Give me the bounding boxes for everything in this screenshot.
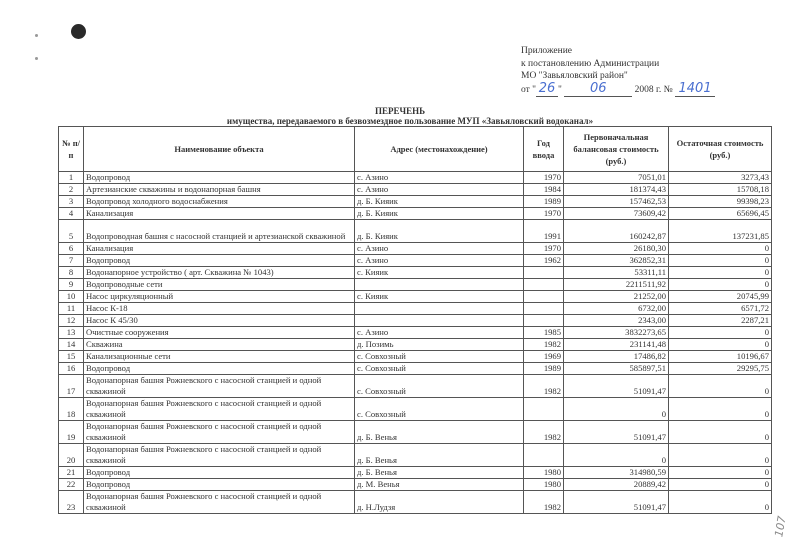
initial-cost: 231141,48 — [564, 339, 669, 351]
object-address: с. Азино — [355, 172, 524, 184]
residual-cost: 0 — [669, 467, 772, 479]
col-header-initial-cost: Первоначальная балансовая стоимость (руб.) — [564, 127, 669, 172]
residual-cost: 0 — [669, 421, 772, 444]
table-row — [59, 327, 772, 339]
col-header-address: Адрес (местонахождение) — [355, 127, 524, 172]
initial-cost: 26180,30 — [564, 243, 669, 255]
row-number: 17 — [59, 375, 84, 398]
residual-cost: 29295,75 — [669, 363, 772, 375]
table-row — [59, 363, 772, 375]
object-name: Водонапорное устройство ( арт. Скважина № 1043) — [84, 267, 355, 279]
object-name: Очистные сооружения — [84, 327, 355, 339]
commissioning-year: 1980 — [524, 467, 564, 479]
object-name: Артезианские скважины и водонапорная башня — [84, 184, 355, 196]
doc-number: 1401 — [678, 80, 712, 96]
row-number: 22 — [59, 479, 84, 491]
col-header-num: № п/п — [59, 127, 84, 172]
commissioning-year — [524, 267, 564, 279]
initial-cost: 2343,00 — [564, 315, 669, 327]
residual-cost: 3273,43 — [669, 172, 772, 184]
table-row — [59, 479, 772, 491]
object-address: д. Н.Лудзя — [355, 491, 524, 514]
commissioning-year: 1982 — [524, 339, 564, 351]
table-row — [59, 172, 772, 184]
row-number: 14 — [59, 339, 84, 351]
object-address: с. Совхозный — [355, 363, 524, 375]
table-row — [59, 491, 772, 514]
row-number: 21 — [59, 467, 84, 479]
table-row — [59, 208, 772, 220]
date-month: 06 — [590, 80, 607, 96]
row-number: 8 — [59, 267, 84, 279]
commissioning-year: 1982 — [524, 421, 564, 444]
object-address: с. Кияик — [355, 291, 524, 303]
col-header-residual-cost: Остаточная стоимость (руб.) — [669, 127, 772, 172]
residual-cost: 99398,23 — [669, 196, 772, 208]
row-number: 13 — [59, 327, 84, 339]
table-row — [59, 196, 772, 208]
table-row — [59, 255, 772, 267]
scan-speck — [35, 34, 38, 37]
initial-cost: 314980,59 — [564, 467, 669, 479]
object-name: Насос К-18 — [84, 303, 355, 315]
object-address: с. Совхозный — [355, 398, 524, 421]
table-row — [59, 351, 772, 363]
commissioning-year: 1982 — [524, 491, 564, 514]
object-name: Водопровод — [84, 172, 355, 184]
object-address: с. Азино — [355, 255, 524, 267]
commissioning-year — [524, 444, 564, 467]
row-number: 9 — [59, 279, 84, 291]
row-number: 10 — [59, 291, 84, 303]
residual-cost: 0 — [669, 255, 772, 267]
row-number: 7 — [59, 255, 84, 267]
initial-cost: 160242,87 — [564, 220, 669, 243]
table-row — [59, 220, 772, 243]
commissioning-year — [524, 279, 564, 291]
date-prefix: от " — [521, 84, 537, 95]
initial-cost: 6732,00 — [564, 303, 669, 315]
commissioning-year: 1985 — [524, 327, 564, 339]
col-header-year: Год ввода — [524, 127, 564, 172]
residual-cost: 15708,18 — [669, 184, 772, 196]
residual-cost: 0 — [669, 279, 772, 291]
initial-cost: 73609,42 — [564, 208, 669, 220]
document-subtitle: имущества, передаваемого в безвозмездное пользование МУП «Завьяловский водоканал» — [226, 116, 594, 126]
initial-cost: 585897,51 — [564, 363, 669, 375]
object-address: д. Б. Кияик — [355, 220, 524, 243]
object-name: Насос К 45/30 — [84, 315, 355, 327]
initial-cost: 0 — [564, 398, 669, 421]
punch-hole — [71, 24, 86, 39]
initial-cost: 2211511,92 — [564, 279, 669, 291]
residual-cost: 0 — [669, 327, 772, 339]
object-name: Насос циркуляционный — [84, 291, 355, 303]
residual-cost: 2287,21 — [669, 315, 772, 327]
residual-cost: 0 — [669, 339, 772, 351]
object-address: с. Совхозный — [355, 375, 524, 398]
object-name: Водонапорная башня Рожневского с насосной станцией и одной скважиной — [84, 491, 355, 514]
residual-cost: 10196,67 — [669, 351, 772, 363]
object-name: Водонапорная башня Рожневского с насосной станцией и одной скважиной — [84, 398, 355, 421]
object-name: Водопровод — [84, 479, 355, 491]
initial-cost: 21252,00 — [564, 291, 669, 303]
residual-cost: 0 — [669, 444, 772, 467]
initial-cost: 51091,47 — [564, 491, 669, 514]
object-address — [355, 303, 524, 315]
initial-cost: 362852,31 — [564, 255, 669, 267]
row-number: 16 — [59, 363, 84, 375]
initial-cost: 0 — [564, 444, 669, 467]
commissioning-year: 1991 — [524, 220, 564, 243]
residual-cost: 65696,45 — [669, 208, 772, 220]
initial-cost: 181374,43 — [564, 184, 669, 196]
commissioning-year: 1980 — [524, 479, 564, 491]
table-header-row — [59, 127, 772, 172]
commissioning-year: 1970 — [524, 208, 564, 220]
residual-cost: 137231,85 — [669, 220, 772, 243]
initial-cost: 3832273,65 — [564, 327, 669, 339]
object-name: Водонапорная башня Рожневского с насосной станцией и одной скважиной — [84, 421, 355, 444]
row-number: 11 — [59, 303, 84, 315]
table-row — [59, 243, 772, 255]
object-name: Водопроводные сети — [84, 279, 355, 291]
commissioning-year — [524, 303, 564, 315]
row-number: 23 — [59, 491, 84, 514]
table-row — [59, 444, 772, 467]
object-address: с. Азино — [355, 184, 524, 196]
residual-cost: 0 — [669, 398, 772, 421]
object-name: Скважина — [84, 339, 355, 351]
col-header-name: Наименование объекта — [84, 127, 355, 172]
object-address: д. Б. Венья — [355, 467, 524, 479]
object-name: Водонапорная башня Рожневского с насосной станцией и одной скважиной — [84, 444, 355, 467]
row-number: 4 — [59, 208, 84, 220]
object-address: д. М. Венья — [355, 479, 524, 491]
object-name: Канализационные сети — [84, 351, 355, 363]
row-number: 15 — [59, 351, 84, 363]
table-row — [59, 267, 772, 279]
object-address: с. Совхозный — [355, 351, 524, 363]
object-address: д. Б. Венья — [355, 421, 524, 444]
object-address: с. Азино — [355, 243, 524, 255]
residual-cost: 20745,99 — [669, 291, 772, 303]
residual-cost: 0 — [669, 375, 772, 398]
initial-cost: 53311,11 — [564, 267, 669, 279]
row-number: 20 — [59, 444, 84, 467]
handwritten-margin-note: 107 — [772, 515, 789, 538]
table-row — [59, 315, 772, 327]
row-number: 18 — [59, 398, 84, 421]
row-number: 6 — [59, 243, 84, 255]
initial-cost: 17486,82 — [564, 351, 669, 363]
object-address: д. Позимь — [355, 339, 524, 351]
initial-cost: 51091,47 — [564, 421, 669, 444]
object-name: Водопровод — [84, 363, 355, 375]
row-number: 19 — [59, 421, 84, 444]
commissioning-year: 1970 — [524, 243, 564, 255]
object-name: Канализация — [84, 208, 355, 220]
date-month-field — [564, 80, 632, 98]
object-address: д. Б. Кияик — [355, 208, 524, 220]
appendix-line: к постановлению Администрации — [521, 58, 660, 69]
table-row — [59, 375, 772, 398]
row-number: 5 — [59, 220, 84, 243]
commissioning-year — [524, 291, 564, 303]
object-name: Водонапорная башня Рожневского с насосной станцией и одной скважиной — [84, 375, 355, 398]
object-address — [355, 279, 524, 291]
initial-cost: 20889,42 — [564, 479, 669, 491]
commissioning-year: 1984 — [524, 184, 564, 196]
table-row — [59, 184, 772, 196]
table-row — [59, 421, 772, 444]
object-name: Водопроводная башня с насосной станцией и артезианской скважиной — [84, 220, 355, 243]
commissioning-year: 1989 — [524, 196, 564, 208]
initial-cost: 157462,53 — [564, 196, 669, 208]
object-address: д. Б. Венья — [355, 444, 524, 467]
table-row — [59, 467, 772, 479]
table-row — [59, 303, 772, 315]
date-day-suffix: " — [558, 84, 562, 95]
object-address — [355, 315, 524, 327]
residual-cost: 0 — [669, 479, 772, 491]
date-year: 2008 г. № — [634, 84, 673, 95]
object-name: Водопровод холодного водоснабжения — [84, 196, 355, 208]
residual-cost: 0 — [669, 491, 772, 514]
row-number: 2 — [59, 184, 84, 196]
commissioning-year: 1989 — [524, 363, 564, 375]
date-day: 26 — [538, 80, 556, 96]
object-address: с. Кияик — [355, 267, 524, 279]
appendix-line: МО "Завьяловский район" — [521, 71, 628, 81]
initial-cost: 51091,47 — [564, 375, 669, 398]
scan-speck — [35, 57, 38, 60]
initial-cost: 7051,01 — [564, 172, 669, 184]
residual-cost: 6571,72 — [669, 303, 772, 315]
object-name: Водопровод — [84, 467, 355, 479]
appendix-date-line — [521, 80, 715, 98]
table-row — [59, 398, 772, 421]
document-title: ПЕРЕЧЕНЬ — [374, 106, 426, 116]
commissioning-year: 1982 — [524, 375, 564, 398]
table-row — [59, 279, 772, 291]
row-number: 3 — [59, 196, 84, 208]
table-row — [59, 339, 772, 351]
table-row — [59, 291, 772, 303]
object-name: Канализация — [84, 243, 355, 255]
doc-number-field — [675, 80, 715, 98]
row-number: 1 — [59, 172, 84, 184]
row-number: 12 — [59, 315, 84, 327]
object-address: с. Азино — [355, 327, 524, 339]
commissioning-year — [524, 398, 564, 421]
object-name: Водопровод — [84, 255, 355, 267]
object-address: д. Б. Кияик — [355, 196, 524, 208]
commissioning-year — [524, 315, 564, 327]
commissioning-year: 1962 — [524, 255, 564, 267]
appendix-line: Приложение — [521, 46, 572, 56]
date-day-field — [536, 80, 558, 98]
residual-cost: 0 — [669, 243, 772, 255]
commissioning-year: 1969 — [524, 351, 564, 363]
appendix-block — [521, 45, 715, 97]
commissioning-year: 1970 — [524, 172, 564, 184]
residual-cost: 0 — [669, 267, 772, 279]
property-table — [58, 126, 772, 514]
